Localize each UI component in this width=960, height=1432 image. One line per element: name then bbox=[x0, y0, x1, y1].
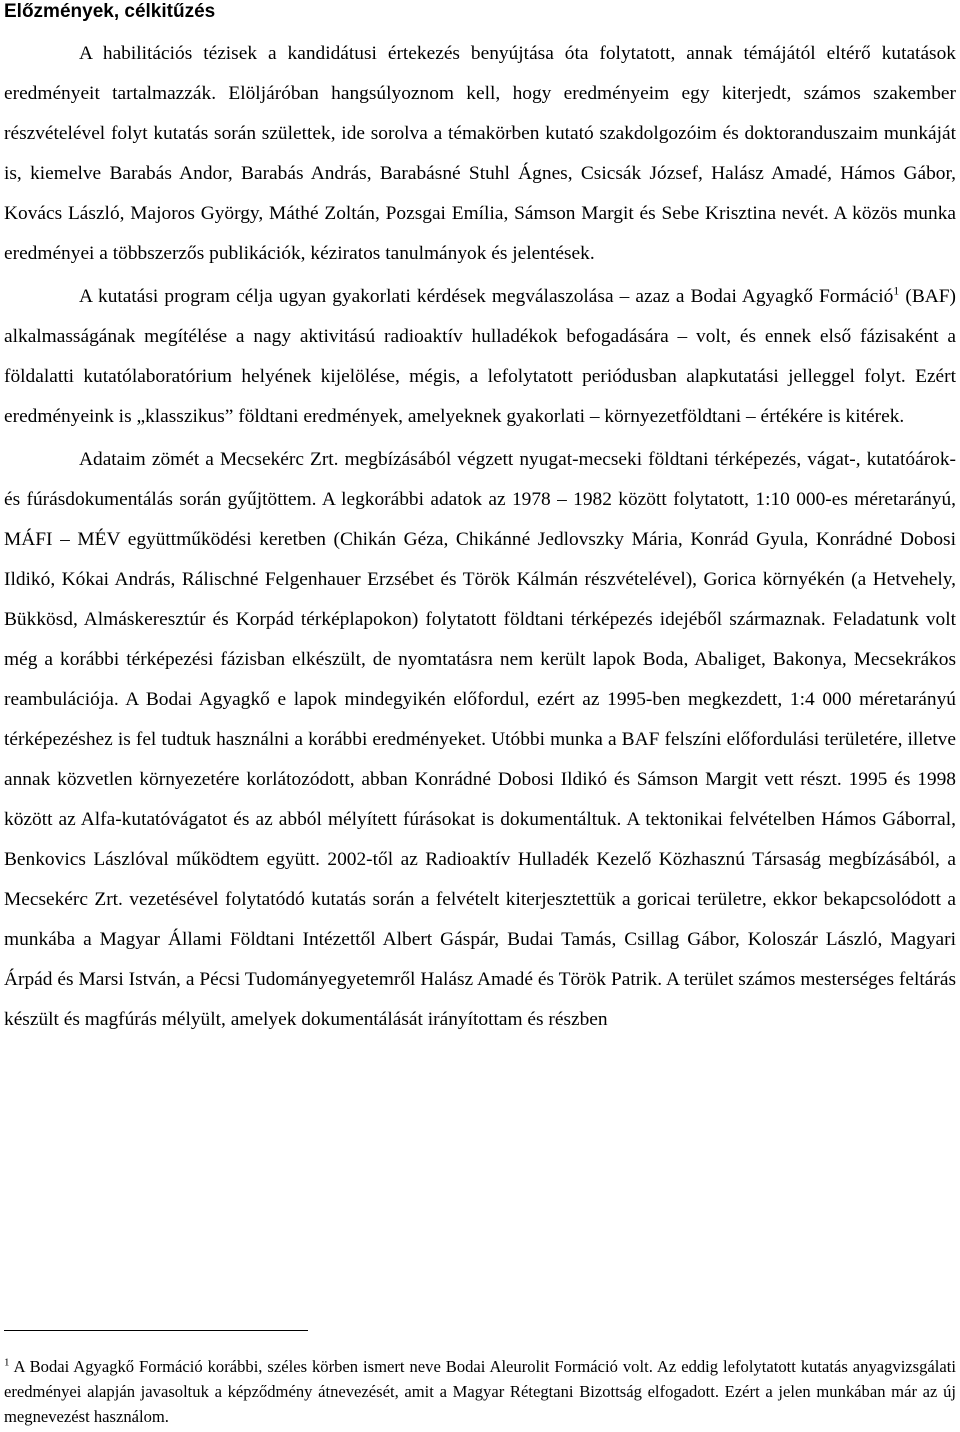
footnote-reference-1[interactable]: 1 bbox=[893, 283, 900, 298]
paragraph-research-goal-text-continued: (BAF) alkalmasságának megítélése a nagy aktivitású radioaktív hulladékok befogadására – volt, és ennek első fázisaként a földalatti kutatólaboratórium helyének kijelölése, mégis, a lefolytatott periódusban alapkutatási jelleggel folyt. Ezért eredményeink is „klasszikus” földtani eredmények, amelyeknek gyakorlati – környezetföldtani – értékére is kitérek. bbox=[4, 286, 956, 427]
footnote-separator bbox=[4, 1330, 308, 1331]
paragraph-intro: A habilitációs tézisek a kandidátusi értekezés benyújtása óta folytatott, annak témájától eltérő kutatások eredményeit tartalmazzák. Elöljáróban hangsúlyoznom kell, hogy eredményeim egy kiterjedt, számos szakember részvételével folyt kutatás során születtek, ide sorolva a témakörben kutató szakdolgozóim és doktoranduszaim munkáját is, kiemelve Barabás Andor, Barabás András, Barabásné Stuhl Ágnes, Csicsák József, Halász Amadé, Hámos Gábor, Kovács László, Majoros György, Máthé Zoltán, Pozsgai Emília, Sámson Margit és Sebe Krisztina nevét. A közös munka eredményei a többszerzős publikációk, kéziratos tanulmányok és jelentések. bbox=[4, 43, 956, 264]
footnote-marker: 1 bbox=[4, 1356, 10, 1369]
document-page bbox=[4, 0, 956, 1040]
footnote-text: A Bodai Agyagkő Formáció korábbi, széles körben ismert neve Bodai Aleurolit Formáció volt. Az eddig lefolytatott kutatás anyagvizsgálati eredményei alapján javasoltuk a képződmény átnevezését, amit a Magyar Rétegtani Bizottság elfogadott. Ezért a jelen munkában már az új megnevezést használom. bbox=[4, 1357, 956, 1426]
paragraph-data-sources: Adataim zömét a Mecsekérc Zrt. megbízásából végzett nyugat-mecseki földtani térképezés, vágat-, kutatóárok- és fúrásdokumentálás során gyűjtöttem. A legkorábbi adatok az 1978 – 1982 között folytatott, 1:10 000-es méretarányú, MÁFI – MÉV együttműködési keretben (Chikán Géza, Chikánné Jedlovszky Mária, Konrád Gyula, Konrádné Dobosi Ildikó, Kókai András, Rálischné Felgenhauer Erzsébet és Török Kálmán részvételével), Gorica környékén (a Hetvehely, Bükkösd, Almáskeresztúr és Korpád térképlapokon) folytatott földtani térképezés idejéből származnak. Feladatunk volt még a korábbi térképezési fázisban elkészült, de nyomtatásra nem került lapok Boda, Abaliget, Bakonya, Mecsekrákos reambulációja. A Bodai Agyagkő e lapok mindegyikén előfordul, ezért az 1995-ben megkezdett, 1:4 000 méretarányú térképezéshez is fel tudtuk használni a korábbi eredményeket. Utóbbi munka a BAF felszíni előfordulási területére, illetve annak közvetlen környezetére korlátozódott, abban Konrádné Dobosi Ildikó és Sámson Margit vett részt. 1995 és 1998 között az Alfa-kutatóvágatot és az abból mélyített fúrásokat is dokumentáltuk. A tektonikai felvételben Hámos Gáborral, Benkovics Lászlóval működtem együtt. 2002-től az Radioaktív Hulladék Kezelő Közhasznú Társaság megbízásából, a Mecsekérc Zrt. vezetésével folytatódó kutatás során a felvételt kiterjesztettük a goricai területre, ekkor bekapcsolódott a munkába a Magyar Állami Földtani Intézettől Albert Gáspár, Budai Tamás, Csillag Gábor, Koloszár László, Magyari Árpád és Marsi István, a Pécsi Tudományegyetemről Halász Amadé és Török Patrik. A terület számos mesterséges feltárás készült és magfúrás mélyült, amelyek dokumentálását irányítottam és részben bbox=[4, 449, 956, 1030]
footnote bbox=[4, 1354, 956, 1429]
section-heading: Előzmények, célkitűzés bbox=[4, 1, 216, 22]
paragraph-research-goal bbox=[4, 277, 956, 437]
paragraph-research-goal-text: A kutatási program célja ugyan gyakorlati kérdések megválaszolása – azaz a Bodai Agyagkő Formáció bbox=[79, 286, 894, 307]
